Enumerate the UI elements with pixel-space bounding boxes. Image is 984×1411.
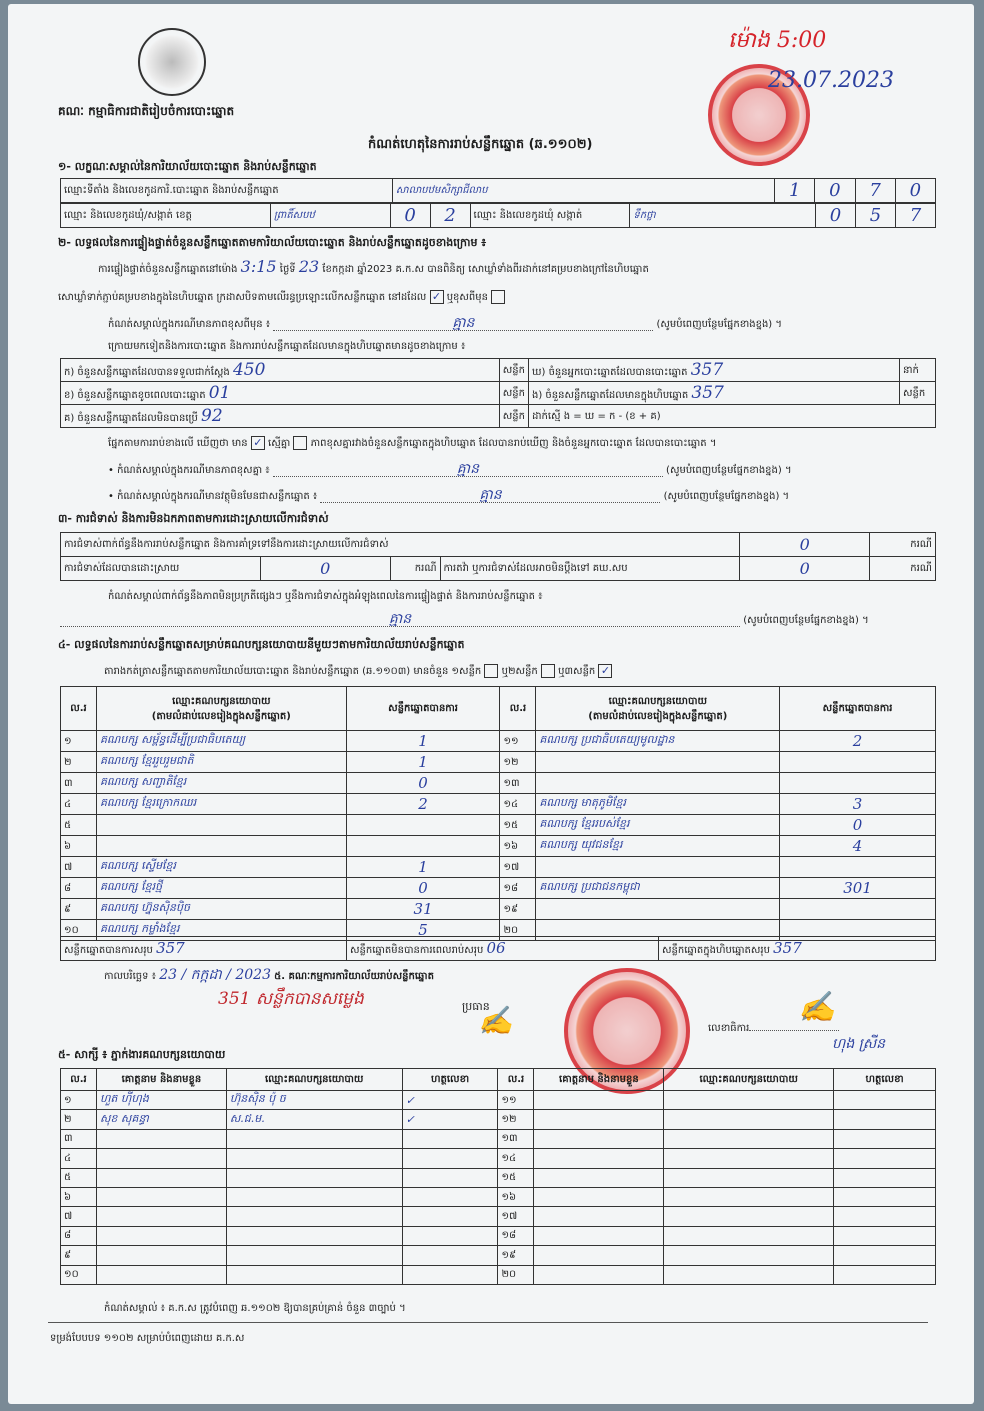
s4-date-row [104,968,434,984]
s5-right-party-cell [664,1110,834,1129]
s5-left-name-cell [96,1149,226,1168]
s2-note-value: គ្មាន [273,316,653,331]
s4-left-party-cell: គណបក្ស កម្លាំងខ្មែរ [96,920,346,941]
s5-left-name-cell: ហួត ហ៊ីហុង [96,1091,226,1110]
s1-code1-d3: 7 [855,179,895,203]
s5-left-sign-cell [402,1226,498,1245]
s5-left-sign-cell: ✓ [402,1110,498,1129]
three-sheet-checkbox[interactable]: ✓ [598,664,612,678]
s4-right-party-cell: គណបក្ស ខ្មែររបស់ខ្មែរ [536,815,780,836]
s5-left-party-cell [226,1265,402,1284]
table-row [61,1246,936,1265]
s5-left-sign-cell [402,1149,498,1168]
section4-heading: ៤- លទ្ធផលនៃការរាប់សន្លឹកឆ្នោតសម្រាប់គណបក្សនយោបាយនីមួយៗតាមការិយាល័យរាប់សន្លឹកឆ្នោត [58,638,465,651]
s5-col-party-left: ឈ្មោះគណបក្សនយោបាយ [226,1069,402,1091]
s5-col-party-right: ឈ្មោះគណបក្សនយោបាយ [664,1069,834,1091]
s4-right-no-cell: ១២ [500,752,536,773]
s5-left-name-cell [96,1187,226,1206]
s4-left-votes-cell: 1 [346,752,500,773]
s5-right-name-cell [534,1226,664,1245]
table-row [61,1129,936,1148]
s1-code2-d2: 5 [856,204,896,228]
s4-left-party-cell: គណបក្ស សញ្ជាតិខ្មែរ [96,773,346,794]
s5-left-sign-cell: ✓ [402,1091,498,1110]
s3-r1-value: 0 [740,533,870,557]
form-title: កំណត់ហេតុនៃការរាប់សន្លឹកឆ្នោត (ឆ.១១០២) [368,137,593,152]
s2-line4-b: ស្មើគ្នា [268,438,291,449]
s5-col-sign-left: ហត្ថលេខា [402,1069,498,1091]
footer-divider [48,1322,928,1323]
s5-right-name-cell [534,1265,664,1284]
s3-r2b-label: ការតវ៉ា ឬការជំទាស់ដែលអាចមិនប្តឹងទៅ គឃ.សប [440,557,740,581]
s2-line1-b: ថ្ងៃទី [279,264,296,275]
s2-kh-value: 01 [208,383,231,403]
s2-line4-a: ផ្នែកតាមការរាប់ខាងលើ ឃើញថា មាន [108,438,248,449]
s4-right-party-cell [536,857,780,878]
s4-left-party-cell: គណបក្ស សម្ព័ន្ធដើម្បីប្រជាធិបតេយ្យ [96,731,346,752]
table-row [61,1207,936,1226]
s5-left-n-cell: ៧ [61,1207,97,1226]
s4-left-votes-cell: 0 [346,878,500,899]
s4-col-party-left: ឈ្មោះគណបក្សនយោបាយ [172,695,271,707]
s4-intro [104,664,612,679]
s5-right-name-cell [534,1149,664,1168]
s2-note3-value: គ្មាន [320,488,660,503]
s5-left-party-cell [226,1149,402,1168]
s2-note3-hint: (សូមបំពេញបន្ថែមផ្នែកខាងខ្នង) ។ [663,491,790,502]
table-row [61,794,936,815]
s4-total2-label: សន្លឹកឆ្នោតមិនបានការពេលរាប់សរុប [350,945,484,956]
s4-right-votes-cell [780,773,936,794]
one-sheet-checkbox[interactable] [484,664,498,678]
s4-right-votes-cell [780,899,936,920]
s3-r1-label: ការជំទាស់ពាក់ព័ន្ធនឹងការរាប់សន្លឹកឆ្នោត និងការគាំទ្រទៅនឹងការដោះស្រាយលើការជំទាស់ [61,533,740,557]
s4-col-party-right: ឈ្មោះគណបក្សនយោបាយ [608,695,707,707]
s5-left-sign-cell [402,1265,498,1284]
table-row [61,1187,936,1206]
s5-right-n-cell: ១៣ [498,1129,534,1148]
s2-note-row [108,316,782,332]
s4-left-no-cell: ១ [61,731,97,752]
org-name: គណៈ កម្មាធិការជាតិរៀបចំការបោះឆ្នោត [58,104,235,118]
s4-date-label: កាលបរិច្ឆេទ ៖ [104,971,157,982]
s4-left-no-cell: ៥ [61,815,97,836]
table-row [61,752,936,773]
s4-right-no-cell: ១៩ [500,899,536,920]
s2-kh-label: ខ) ចំនួនសន្លឹកឆ្នោតខូចពេលបោះឆ្នោត [64,390,206,401]
s3-note-value: គ្មាន [60,612,740,627]
equal-checkbox[interactable]: ✓ [251,436,265,450]
s3-note-row [60,612,869,628]
s5-right-sign-cell [834,1110,936,1129]
s2-line2-b: ឬខុសពីមុន [446,292,488,303]
s4-left-no-cell: ១០ [61,920,97,941]
s2-ng-value: 357 [691,383,724,403]
s5-right-party-cell [664,1129,834,1148]
s4-right-no-cell: ១៤ [500,794,536,815]
table-row [61,899,936,920]
s5-left-sign-cell [402,1187,498,1206]
handwritten-date: 23.07.2023 [768,68,894,93]
s5-left-name-cell [96,1246,226,1265]
s4-right-party-cell: គណបក្ស ប្រជាធិបតេយ្យមូលដ្ឋាន [536,731,780,752]
s5-left-name-cell [96,1226,226,1245]
s5-right-party-cell [664,1246,834,1265]
s2-g-label: ឃ) ចំនួនអ្នកបោះឆ្នោតដែលបានបោះឆ្នោត [531,367,688,378]
s1-row2-value: ព្រាតិ៍សបឋ [270,204,390,228]
section1-table [60,178,936,203]
s5-left-sign-cell [402,1246,498,1265]
table-row [61,836,936,857]
table-row [61,1168,936,1187]
s4-total3-label: សន្លឹកឆ្នោតក្នុងហិបឆ្នោតសរុប [662,945,770,956]
s2-line3: ក្រោយមកទៀតនិងការបោះឆ្នោត និងការរាប់សន្លឹកឆ្នោតដែលមានក្នុងហិបឆ្នោតមានដូចខាងក្រោម ៖ [108,341,466,352]
s4-right-party-cell [536,773,780,794]
s2-time: 3:15 [240,257,277,276]
changed-checkbox[interactable] [491,290,505,304]
s4-left-no-cell: ៦ [61,836,97,857]
s5-right-party-cell [664,1207,834,1226]
s5-left-name-cell [96,1129,226,1148]
s5-left-party-cell [226,1246,402,1265]
s2-g-value: 357 [690,360,724,380]
s5-col-no-right: ល.រ [498,1069,534,1091]
s4-col-votes-left: សន្លឹកឆ្នោតបានការ [346,687,500,731]
s5-left-party-cell [226,1168,402,1187]
s2-note2-row [108,462,792,478]
s5-col-no-left: ល.រ [61,1069,97,1091]
s4-left-votes-cell: 1 [346,857,500,878]
s5-right-sign-cell [834,1265,936,1284]
s2-g-unit: នាក់ [900,359,936,382]
s4-secretary-name: ហុង ស្រីន [832,1036,886,1052]
s2-ko-label: គ) ចំនួនសន្លឹកឆ្នោតដែលមិនបានប្រើ [64,413,198,424]
s1-code2-d1: 0 [816,204,856,228]
s2-kh-unit: សន្លឹក [499,382,528,405]
s5-right-n-cell: ១៤ [498,1149,534,1168]
different-checkbox[interactable] [293,436,307,450]
s4-left-votes-cell: 1 [346,731,500,752]
s3-r2b-value: 0 [740,557,870,581]
s4-right-no-cell: ១៦ [500,836,536,857]
s5-left-party-cell [226,1226,402,1245]
s4-right-party-cell: គណបក្ស ប្រជាជនកម្ពុជា [536,878,780,899]
s5-right-n-cell: ១២ [498,1110,534,1129]
s1-row2-value2: ទឹកថ្លា [630,204,816,228]
handwritten-time: ម៉ោង 5:00 [728,28,827,53]
s4-total2-value: 06 [486,939,506,957]
s5-right-name-cell [534,1129,664,1148]
s5-left-name-cell [96,1265,226,1284]
s2-line2 [58,290,505,305]
s5-right-party-cell [664,1187,834,1206]
s3-r2-value: 0 [260,557,390,581]
s4-left-party-cell: គណបក្ស ខ្មែររួបរួមជាតិ [96,752,346,773]
s5-right-name-cell [534,1246,664,1265]
s4-committee: ៥. គណៈកម្មការការិយាល័យរាប់សន្លឹកឆ្នោត [274,971,434,982]
s4-right-votes-cell: 3 [780,794,936,815]
s4-left-votes-cell: 0 [346,773,500,794]
s2-note2-value: គ្មាន [273,462,663,477]
s5-left-n-cell: ១ [61,1091,97,1110]
s4-col-votes-right: សន្លឹកឆ្នោតបានការ [780,687,936,731]
s5-right-n-cell: ២០ [498,1265,534,1284]
s4-right-no-cell: ១៨ [500,878,536,899]
table-row [61,773,936,794]
s4-date-value: 23 / កក្កដា / 2023 [159,967,271,983]
s5-right-sign-cell [834,1207,936,1226]
s4-left-no-cell: ៧ [61,857,97,878]
s3-note: កំណត់សម្គាល់ពាក់ព័ន្ធនឹងភាពមិនប្រក្រតីផ្សេងៗ ឬនឹងការជំទាស់ក្នុងអំឡុងពេលនៃការផ្ទៀងផ្ទាត់ និងការរាប់សន្លឹកឆ្នោត ៖ [108,591,543,602]
s4-hand-note [218,988,364,1013]
s4-right-votes-cell [780,857,936,878]
section2-heading: ២- លទ្ធផលនៃការផ្ទៀងផ្ទាត់ចំនួនសន្លឹកឆ្នោតតាមការិយាល័យបោះឆ្នោត និងរាប់សន្លឹកឆ្នោតដូចខាងក្រោម ៖ [58,236,487,249]
s4-total1-value: 357 [156,939,185,957]
s2-note2-label: • កំណត់សម្គាល់ក្នុងករណីមានភាពខុសគ្នា ៖ [108,465,270,476]
s5-left-party-cell: ហ៊ុនស៊ិន ប៉ុ ច [226,1091,402,1110]
s5-right-sign-cell [834,1187,936,1206]
s4-left-no-cell: ៩ [61,899,97,920]
s2-note-label: កំណត់សម្គាល់ក្នុងករណីមានភាពខុសពីមុន ៖ [108,319,271,330]
s5-right-sign-cell [834,1246,936,1265]
s5-left-n-cell: ២ [61,1110,97,1129]
s5-right-party-cell [664,1168,834,1187]
s5-right-n-cell: ១៧ [498,1207,534,1226]
s4-left-no-cell: ៨ [61,878,97,899]
s4-secretary-label: លេខាធិការ [708,1023,750,1034]
s5-right-sign-cell [834,1168,936,1187]
s4-opt2: ឬ២សន្លឹក [501,666,538,677]
s2-count-table [60,358,936,428]
s5-right-name-cell [534,1168,664,1187]
s2-line4-c: ភាពខុសគ្នារវាងចំនួនសន្លឹកឆ្នោតក្នុងហិបឆ្នោត ដែលបានរាប់ឃើញ និងចំនួនអ្នកបោះឆ្នោត ដែលបានបោះឆ្នោត ។ [310,438,717,449]
two-sheet-checkbox[interactable] [541,664,555,678]
s4-right-votes-cell [780,752,936,773]
s5-left-n-cell: ៤ [61,1149,97,1168]
s4-left-party-cell [96,836,346,857]
s1-code1-d4: 0 [895,179,935,203]
s4-left-no-cell: ២ [61,752,97,773]
s4-right-no-cell: ១៧ [500,857,536,878]
s5-witness-table [60,1068,936,1285]
s2-ko-unit: សន្លឹក [499,405,528,428]
s4-right-no-cell: ២០ [500,920,536,941]
s4-right-party-cell [536,752,780,773]
s2-day: 23 [298,257,320,276]
s4-right-votes-cell: 4 [780,836,936,857]
table-row [61,1110,936,1129]
s2-line1-a: ការផ្ទៀងផ្ទាត់ចំនួនសន្លឹកឆ្នោតនៅម៉ោង [98,264,238,275]
s4-col-party2-left: (តាមលំដាប់លេខរៀងក្នុងសន្លឹកឆ្នោត) [151,710,291,722]
s5-right-n-cell: ១៦ [498,1187,534,1206]
s4-hand-note-text: 351 សន្លឹកបានសម្លេង [218,989,364,1009]
s5-right-name-cell [534,1187,664,1206]
section1-table-row2 [60,203,936,228]
table-row [61,878,936,899]
s5-footnote: កំណត់សម្គាល់ ៖ គ.ក.ស ត្រូវបំពេញ ឆ.១១០២ ឱ្យបានគ្រប់គ្រាន់ ចំនួន ៣ច្បាប់ ។ [104,1303,406,1314]
s4-right-votes-cell: 301 [780,878,936,899]
table-row [61,1149,936,1168]
document-page [8,4,974,1404]
s4-col-party2-right: (តាមលំដាប់លេខរៀងក្នុងសន្លឹកឆ្នោត) [588,710,728,722]
s5-left-sign-cell [402,1207,498,1226]
s4-right-party-cell [536,899,780,920]
s2-line2-text: សោឃ្លាំទាក់ភ្ជាប់គម្របខាងក្នុងនៃហិបឆ្នោត ក្រដាសបិទតាមលើរន្ធប្រឡោះលើកសន្លឹកឆ្នោត នៅដដែល [58,292,427,303]
s5-right-n-cell: ១៨ [498,1226,534,1245]
s4-left-votes-cell: 5 [346,920,500,941]
table-row [61,1265,936,1284]
s2-k-label: ក) ចំនួនសន្លឹកឆ្នោតដែលបានទទួលជាក់ស្តែង [64,367,230,378]
s1-code1-d1: 1 [775,179,815,203]
s1-row2-code-d2: 2 [430,204,470,228]
s4-left-party-cell: គណបក្ស ហ្វ៊ុនស៊ិនប៉ិច [96,899,346,920]
s5-left-n-cell: ៣ [61,1129,97,1148]
s4-left-party-cell: គណបក្ស ខ្មែរថ្មី [96,878,346,899]
s2-note3-label: • កំណត់សម្គាល់ក្នុងករណីមានវត្ថុមិនមែនជាសន្លឹកឆ្នោត ៖ [108,491,318,502]
secretary-signature-icon: ✍ [798,990,836,1025]
s5-right-n-cell: ១៥ [498,1168,534,1187]
s5-left-party-cell [226,1129,402,1148]
s5-right-name-cell [534,1110,664,1129]
s5-left-n-cell: ១០ [61,1265,97,1284]
s4-col-no-right: ល.រ [500,687,536,731]
s2-formula: ដាក់ស្មើ ង = ឃ = ក - (ខ + គ) [528,405,935,428]
emblem-icon [138,28,206,96]
table-row [61,1226,936,1245]
s5-left-sign-cell [402,1129,498,1148]
s5-right-party-cell [664,1149,834,1168]
s5-right-n-cell: ១៩ [498,1246,534,1265]
s1-row1-value: សាលាបឋមសិក្សាជីលាប [392,179,774,203]
section3-heading: ៣- ការជំទាស់ និងការមិនឯកភាពតាមការដោះស្រាយលើការជំទាស់ [58,512,329,525]
s5-left-n-cell: ៦ [61,1187,97,1206]
s5-left-n-cell: ៥ [61,1168,97,1187]
s2-line4 [108,436,716,451]
table-row [61,731,936,752]
s5-left-party-cell [226,1187,402,1206]
s5-right-n-cell: ១១ [498,1091,534,1110]
section5-heading: ៥- សាក្សី ៖ ភ្នាក់ងារគណបក្សនយោបាយ [58,1048,226,1061]
s1-row1-label: ឈ្មោះទីតាំង និងលេខកូដការិ.បោះឆ្នោត និងរាប់សន្លឹកឆ្នោត [61,179,393,203]
s4-left-votes-cell [346,836,500,857]
s4-totals [60,936,936,961]
s4-intro-text: តារាងកត់ត្រាសន្លឹកឆ្នោតតាមការិយាល័យបោះឆ្នោត និងរាប់សន្លឹកឆ្នោត (ឆ.១១០៣) មានចំនួន ១សន្លឹក [104,666,482,677]
s4-left-votes-cell: 2 [346,794,500,815]
s1-code1-d2: 0 [815,179,855,203]
s4-right-votes-cell: 0 [780,815,936,836]
s5-right-sign-cell [834,1129,936,1148]
s4-right-party-cell: គណបក្ស យុវជនខ្មែរ [536,836,780,857]
s2-fill-hint: (សូមបំពេញបន្ថែមផ្នែកខាងខ្នង) ។ [656,319,782,330]
s3-r2-case: ករណី [390,557,440,581]
s4-left-votes-cell: 31 [346,899,500,920]
s3-r1-case: ករណី [870,533,936,557]
s2-ko-value: 92 [201,406,223,426]
s1-row2-label: ឈ្មោះ និងលេខកូដឃុំ/សង្កាត់ ខេត្ត [61,204,271,228]
s2-line1-d: គ.ក.ស បានពិនិត្យ សោឃ្លាំទាំងពីរដាក់នៅគម្របខាងក្រៅនៃហិបឆ្នោត [395,264,649,275]
section1-heading: ១- លក្ខណៈសម្គាល់នៃការិយាល័យបោះឆ្នោត និងរាប់សន្លឹកឆ្នោត [58,160,317,173]
s5-right-party-cell [664,1265,834,1284]
s4-right-no-cell: ១៥ [500,815,536,836]
s4-left-party-cell [96,815,346,836]
s2-k-unit: សន្លឹក [499,359,528,382]
s5-right-sign-cell [834,1226,936,1245]
unchanged-checkbox[interactable]: ✓ [430,290,444,304]
s5-left-party-cell: ស.ជ.ម. [226,1110,402,1129]
table-row [61,815,936,836]
s5-col-sign-right: ហត្ថលេខា [834,1069,936,1091]
s2-line1 [98,257,649,277]
s3-fill-hint: (សូមបំពេញបន្ថែមផ្នែកខាងខ្នង) ។ [743,615,869,626]
s4-left-party-cell: គណបក្ស ស្ទើមខ្មែរ [96,857,346,878]
s4-left-no-cell: ៤ [61,794,97,815]
s2-ng-label: ង) ចំនួនសន្លឹកឆ្នោតដែលមានក្នុងហិបឆ្នោត [531,390,689,401]
s5-left-name-cell [96,1207,226,1226]
s4-left-no-cell: ៣ [61,773,97,794]
s4-right-no-cell: ១១ [500,731,536,752]
s5-col-name-left: គោត្តនាម និងនាមខ្លួន [96,1069,226,1091]
s2-note2-hint: (សូមបំពេញបន្ថែមផ្នែកខាងខ្នង) ។ [666,465,792,476]
s4-opt3: ឬ៣សន្លឹក [558,666,596,677]
s4-col-no-left: ល.រ [61,687,97,731]
s2-note3-row [108,488,789,504]
s5-right-party-cell [664,1091,834,1110]
s1-row2-label2: ឈ្មោះ និងលេខកូដឃុំ សង្កាត់ [470,204,630,228]
table-row [61,857,936,878]
s5-left-name-cell: សុខ សុគន្ធា [96,1110,226,1129]
s5-left-sign-cell [402,1168,498,1187]
s4-chief: ប្រធាន [462,1000,490,1013]
s3-r2b-case: ករណី [870,557,936,581]
s5-left-n-cell: ៩ [61,1246,97,1265]
footer-text: ទម្រង់បែបបទ ១១០២ សម្រាប់បំពេញដោយ គ.ក.ស [50,1333,245,1344]
s5-left-name-cell [96,1168,226,1187]
s5-left-party-cell [226,1207,402,1226]
s1-code2-d3: 7 [895,204,935,228]
s4-total3-value: 357 [773,939,802,957]
s4-left-party-cell: គណបក្ស ខ្មែរក្រោកឈរ [96,794,346,815]
s4-right-votes-cell: 2 [780,731,936,752]
s5-right-name-cell [534,1091,664,1110]
s4-results-table [60,686,936,941]
s5-right-sign-cell [834,1091,936,1110]
s5-col-name-right: គោត្តនាម និងនាមខ្លួន [534,1069,664,1091]
s2-k-value: 450 [232,360,266,380]
s1-row2-code-d1: 0 [390,204,430,228]
s5-left-n-cell: ៨ [61,1226,97,1245]
s4-right-no-cell: ១៣ [500,773,536,794]
s4-left-votes-cell [346,815,500,836]
s4-right-party-cell: គណបក្ស មាតុភូមិខ្មែរ [536,794,780,815]
s3-r2-label: ការជំទាស់ដែលបានដោះស្រាយ [61,557,261,581]
table-row [61,1091,936,1110]
s2-ng-unit: សន្លឹក [900,382,936,405]
s5-right-party-cell [664,1226,834,1245]
s5-right-sign-cell [834,1149,936,1168]
s3-table [60,532,936,581]
s5-right-name-cell [534,1207,664,1226]
s2-line1-c: ខែកក្កដា ឆ្នាំ2023 [322,264,393,275]
chief-signature-icon: ✍ [478,1004,513,1037]
s4-total1-label: សន្លឹកឆ្នោតបានការសរុប [64,945,153,956]
